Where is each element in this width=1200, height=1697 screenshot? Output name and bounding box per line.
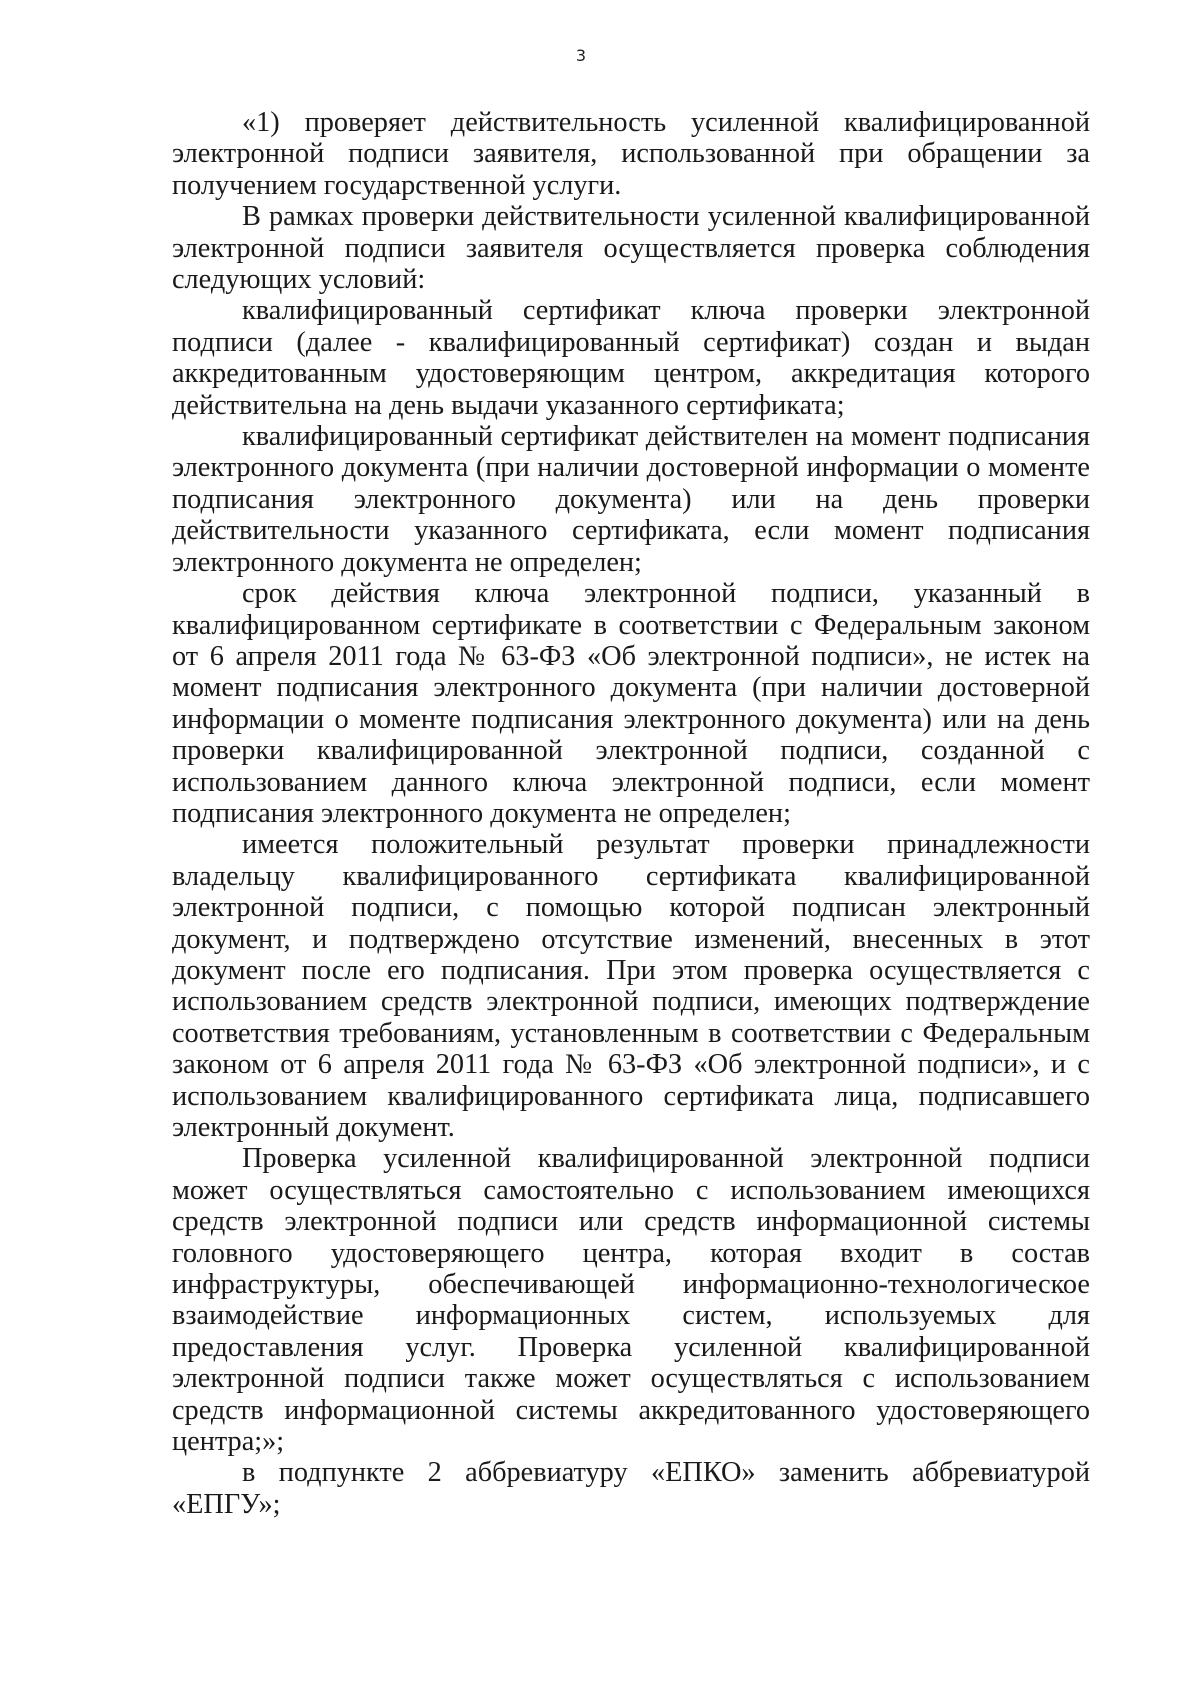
document-body <box>172 107 1090 1520</box>
paragraph-verification-means: Проверка усиленной квалифицированной электронной подписи может осуществляться самостоятельно с использованием имеющихся средств электронной подписи или средств информационной системы головного удостоверяющего центра, которая входит в состав инфраструктуры, обеспечивающей информационно-технологическое взаимодействие информационных систем, используемых для предоставления услуг. Проверка усиленной квалифицированной электронной подписи также может осуществляться с использованием средств информационной системы аккредитованного удостоверяющего центра;»; <box>172 1143 1090 1458</box>
paragraph-signature-check: «1) проверяет действительность усиленной квалифицированной электронной подписи заявителя, использованной при обращении за получением государственной услуги. <box>172 107 1090 201</box>
paragraph-condition-ownership: имеется положительный результат проверки принадлежности владельцу квалифицированного сертификата квалифицированной электронной подписи, с помощью которой подписан электронный документ, и подтверждено отсутствие изменений, внесенных в этот документ после его подписания. При этом проверка осуществляется с использованием средств электронной подписи, имеющих подтверждение соответствия требованиям, установленным в соответствии с Федеральным законом от 6 апреля 2011 года № 63-ФЗ «Об электронной подписи», и с использованием квалифицированного сертификата лица, подписавшего электронный документ. <box>172 829 1090 1143</box>
page-number: 3 <box>575 46 587 65</box>
paragraph-check-conditions: В рамках проверки действительности усиленной квалифицированной электронной подписи заявителя осуществляется проверка соблюдения следующих условий: <box>172 201 1090 296</box>
paragraph-condition-certificate-valid: квалифицированный сертификат действителен на момент подписания электронного документа (при наличии достоверной информации о моменте подписания электронного документа) или на день проверки действительности указанного сертификата, если момент подписания электронного документа не определен; <box>172 421 1090 578</box>
paragraph-condition-certificate-issued: квалифицированный сертификат ключа проверки электронной подписи (далее - квалифицированный сертификат) создан и выдан аккредитованным удостоверяющим центром, аккредитация которого действительна на день выдачи указанного сертификата; <box>172 295 1090 421</box>
paragraph-abbreviation-change: в подпункте 2 аббревиатуру «ЕПКО» заменить аббревиатурой «ЕПГУ»; <box>172 1457 1090 1520</box>
paragraph-condition-key-validity: срок действия ключа электронной подписи, указанный в квалифицированном сертификате в соответствии с Федеральным законом от 6 апреля 2011 года № 63-ФЗ «Об электронной подписи», не истек на момент подписания электронного документа (при наличии достоверной информации о моменте подписания электронного документа) или на день проверки квалифицированной электронной подписи, созданной с использованием данного ключа электронной подписи, если момент подписания электронного документа не определен; <box>172 578 1090 829</box>
